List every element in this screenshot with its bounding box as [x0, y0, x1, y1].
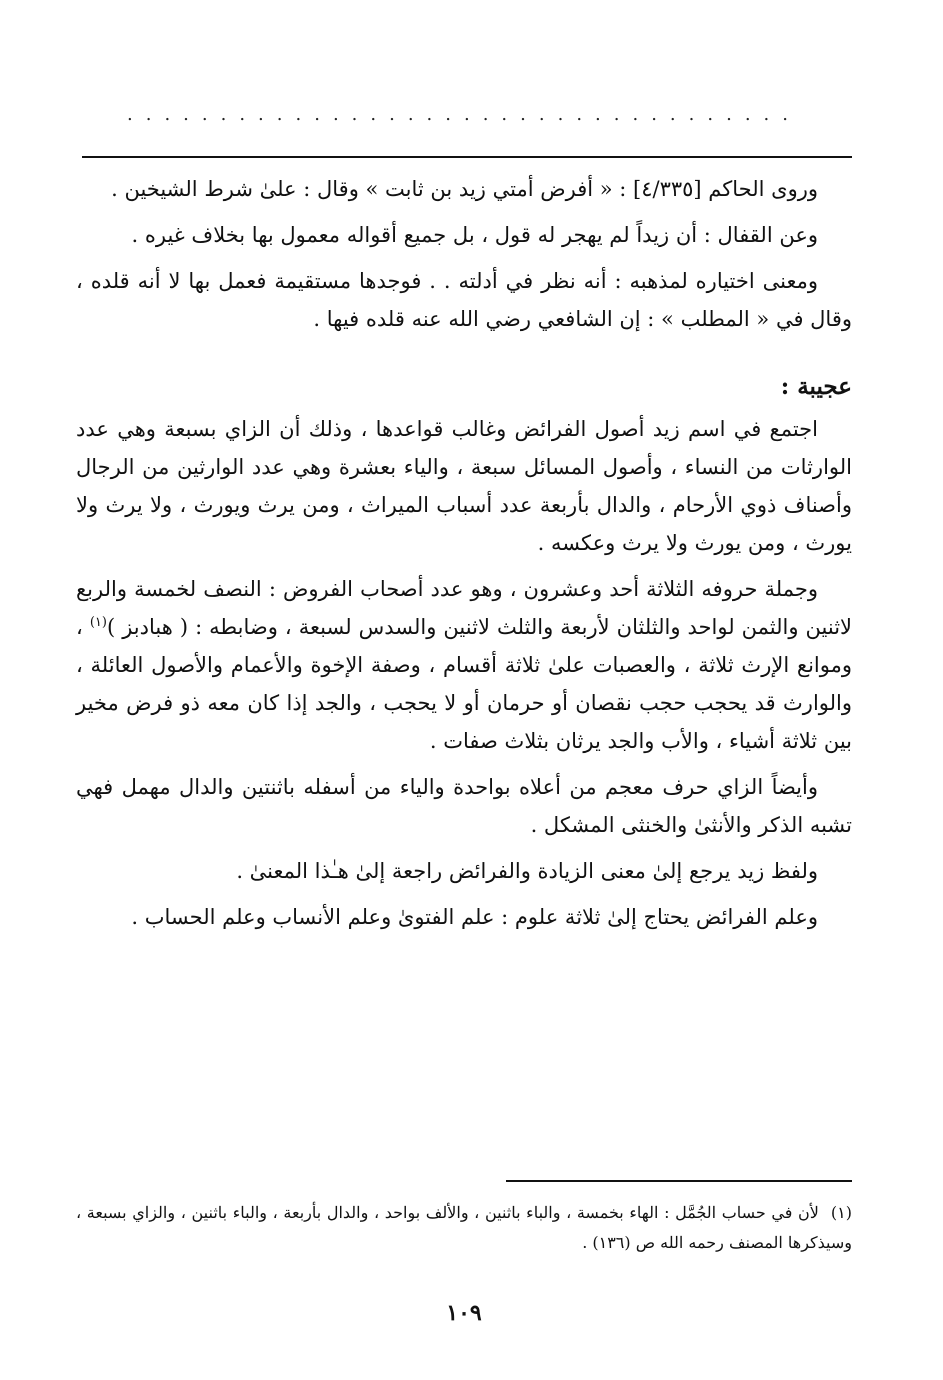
header-dots: .................................... [127, 104, 801, 125]
footnote-number: (١) [830, 1203, 852, 1222]
paragraph-text: وجملة حروفه الثلاثة أحد وعشرون ، وهو عدد أصحاب الفروض : النصف لخمسة والربع لاثنين والثمن لواحد والثلثان لأربعة والثلث لاثنين والسدس لسبعة ، وضابطه : ( هبادبز ) [76, 577, 853, 639]
page-number: ١٠٩ [446, 1300, 482, 1326]
paragraph: اجتمع في اسم زيد أصول الفرائض وغالب قواعدها ، وذلك أن الزاي بسبعة وهي عدد الوارثات من النساء ، وأصول المسائل سبعة ، والياء بعشرة وهي عدد الوارثين من الرجال وأصناف ذوي الأرحام ، والدال بأربعة عدد أسباب الميراث ، ومن يرث ويورث ، ولا يرث ولا يورث ، ومن يورث ولا يرث وعكسه . [76, 417, 852, 555]
paragraph: وروى الحاكم [٤/٣٣٥] : « أفرض أمتي زيد بن ثابت » وقال : علىٰ شرط الشيخين . [111, 177, 818, 201]
paragraph: وعن القفال : أن زيداً لم يهجر له قول ، بل جميع أقواله معمول بها بخلاف غيره . [131, 223, 818, 247]
footnote-text: لأن في حساب الجُمَّل : الهاء بخمسة ، والباء باثنين ، والألف بواحد ، والدال بأربعة ، والباء باثنين ، والزاي بسبعة ، وسيذكرها المصنف رحمه الله ص (١٣٦) . [76, 1203, 852, 1252]
footnote-ref[interactable]: (١) [89, 615, 107, 630]
paragraph: وأيضاً الزاي حرف معجم من أعلاه بواحدة والياء من أسفله باثنتين والدال مهمل فهي تشبه الذكر والأنثىٰ والخنثى المشكل . [76, 775, 852, 837]
paragraph: ومعنى اختياره لمذهبه : أنه نظر في أدلته . . فوجدها مستقيمة فعمل بها لا أنه قلده ، وقال في « المطلب » : إن الشافعي رضي الله عنه قلده فيها . [76, 269, 852, 331]
paragraph-text: ، وموانع الإرث ثلاثة ، والعصبات علىٰ ثلاثة أقسام ، وصفة الإخوة والأعمام والأصول العائلة ، والوارث قد يحجب حجب نقصان أو حرمان أو لا يحجب ، والجد إذا كان معه ذو فرض مخير بين ثلاثة أشياء ، والأب والجد يرثان بثلاث صفات . [76, 615, 852, 753]
book-page [76, 0, 852, 1380]
footnote-rule [506, 1180, 852, 1182]
paragraph: وعلم الفرائض يحتاج إلىٰ ثلاثة علوم : علم الفتوىٰ وعلم الأنساب وعلم الحساب . [131, 905, 818, 929]
main-text [76, 170, 852, 944]
paragraph [76, 570, 852, 760]
section-heading: عجيبة : [780, 373, 852, 400]
header-rule [82, 156, 852, 158]
footnote [76, 1198, 852, 1258]
paragraph: ولفظ زيد يرجع إلىٰ معنى الزيادة والفرائض راجعة إلىٰ هـٰذا المعنىٰ . [236, 859, 818, 883]
